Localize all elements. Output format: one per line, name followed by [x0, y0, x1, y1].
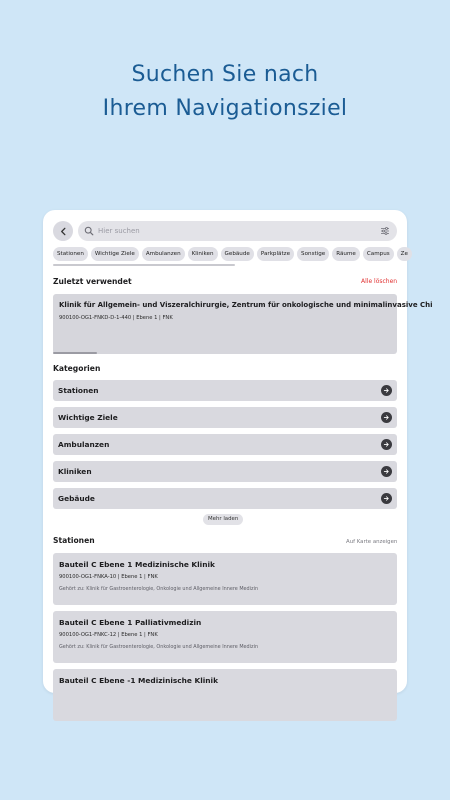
category-label: Gebäude	[58, 494, 95, 503]
arrow-right-icon	[381, 412, 392, 423]
category-ambulanzen[interactable]	[53, 434, 397, 455]
station-title: Bauteil C Ebene 1 Palliativmedizin	[59, 618, 202, 627]
recent-title: Zuletzt verwendet	[53, 277, 132, 286]
back-button[interactable]	[53, 221, 73, 241]
search-row	[53, 221, 397, 241]
categories-title: Kategorien	[53, 364, 101, 373]
chip-raeume[interactable]: Räume	[332, 247, 360, 261]
station-belongs-to: Gehört zu: Klinik für Gastroenterologie, Onkologie und Allgemeine Innere Medizin	[59, 644, 259, 650]
station-belongs-to: Gehört zu: Klinik für Gastroenterologie, Onkologie und Allgemeine Innere Medizin	[59, 586, 259, 592]
category-gebaeude[interactable]	[53, 488, 397, 509]
stations-title: Stationen	[53, 536, 95, 545]
headline	[0, 58, 450, 126]
station-item[interactable]	[53, 611, 397, 663]
category-label: Kliniken	[58, 467, 92, 476]
recent-item-code: 900100-OG1-FNKD-D-1-440 | Ebene 1 | FNK	[59, 315, 173, 321]
filter-chips	[53, 247, 407, 261]
show-on-map-link[interactable]: Auf Karte anzeigen	[346, 539, 398, 545]
search-input[interactable]	[98, 224, 358, 238]
chevron-left-icon	[59, 227, 68, 236]
chips-scrollbar[interactable]	[53, 264, 235, 266]
chip-sonstige[interactable]: Sonstige	[297, 247, 329, 261]
chip-campus[interactable]: Campus	[363, 247, 394, 261]
arrow-right-icon	[381, 439, 392, 450]
search-box	[78, 221, 397, 241]
chip-partial[interactable]: Ze	[397, 247, 412, 261]
chip-kliniken[interactable]: Kliniken	[188, 247, 218, 261]
headline-line-2: Ihrem Navigationsziel	[102, 96, 348, 121]
headline-line-1: Suchen Sie nach	[131, 62, 319, 87]
app-screen	[43, 210, 433, 693]
chip-wichtige-ziele[interactable]: Wichtige Ziele	[91, 247, 139, 261]
station-code: 900100-OG1-FNKC-12 | Ebene 1 | FNK	[59, 632, 158, 638]
category-label: Wichtige Ziele	[58, 413, 118, 422]
station-item[interactable]	[53, 669, 397, 721]
category-kliniken[interactable]	[53, 461, 397, 482]
category-label: Ambulanzen	[58, 440, 110, 449]
station-title: Bauteil C Ebene 1 Medizinische Klinik	[59, 560, 215, 569]
arrow-right-icon	[381, 493, 392, 504]
load-more-button[interactable]: Mehr laden	[203, 514, 243, 525]
recent-item[interactable]	[53, 294, 433, 354]
chip-ambulanzen[interactable]: Ambulanzen	[142, 247, 185, 261]
sliders-icon[interactable]	[380, 226, 390, 236]
category-label: Stationen	[58, 386, 99, 395]
category-stationen[interactable]	[53, 380, 397, 401]
station-title: Bauteil C Ebene -1 Medizinische Klinik	[59, 676, 218, 685]
clear-all-link[interactable]: Alle löschen	[361, 278, 398, 285]
chip-gebaeude[interactable]: Gebäude	[221, 247, 254, 261]
chip-parkplaetze[interactable]: Parkplätze	[257, 247, 294, 261]
arrow-right-icon	[381, 385, 392, 396]
category-wichtige-ziele[interactable]	[53, 407, 397, 428]
station-item[interactable]	[53, 553, 397, 605]
recent-item-title: Klinik für Allgemein- und Viszeralchirurgie, Zentrum für onkologische und minimalinvasive Chi	[59, 301, 433, 309]
recent-scrollbar[interactable]	[53, 352, 97, 354]
station-code: 900100-OG1-FNKA-10 | Ebene 1 | FNK	[59, 574, 158, 580]
arrow-right-icon	[381, 466, 392, 477]
search-icon	[84, 226, 94, 236]
chip-stationen[interactable]: Stationen	[53, 247, 88, 261]
